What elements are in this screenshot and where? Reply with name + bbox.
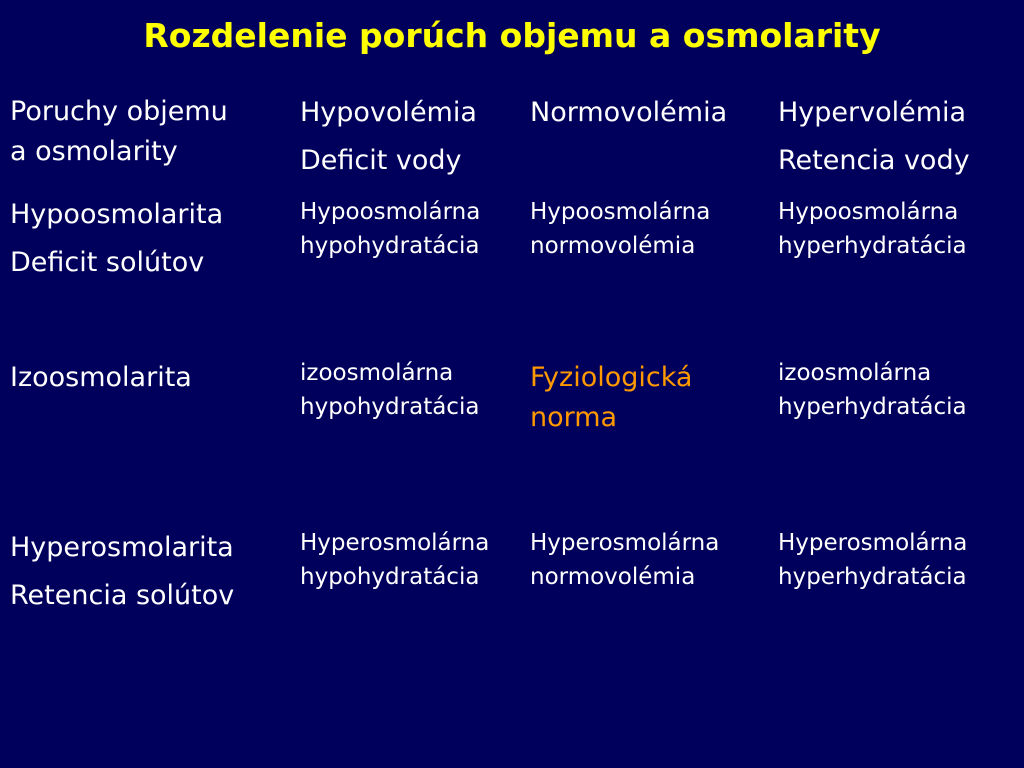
- row-label-line-2: Deficit solútov: [10, 247, 205, 278]
- cell-line-1: Hyperosmolárna: [300, 530, 490, 556]
- column-header-line-1: Hypervolémia: [778, 97, 967, 128]
- cell-line-1: Hypoosmolárna: [530, 199, 711, 225]
- cell-line-2: normovolémia: [530, 233, 696, 259]
- cell-hypo-hypovolemia: [300, 195, 480, 263]
- corner-header-line-2: a osmolarity: [10, 136, 178, 167]
- cell-hyper-hypervolemia: [778, 526, 967, 594]
- column-header-hypervolemia: [778, 89, 970, 185]
- cell-line-2: hyperhydratácia: [778, 394, 967, 420]
- cell-izo-hypervolemia: [778, 356, 967, 424]
- column-header-normovolemia: [530, 89, 727, 137]
- cell-izo-hypovolemia: [300, 356, 479, 424]
- cell-line-1: Hyperosmolárna: [778, 530, 968, 556]
- slide-title: Rozdelenie porúch objemu a osmolarity: [143, 16, 881, 55]
- cell-line-2: normovolémia: [530, 564, 696, 590]
- row-label-hyperosmolarita: [10, 524, 234, 620]
- cell-line-1: Fyziologická: [530, 362, 693, 393]
- cell-line-2: norma: [530, 402, 618, 433]
- cell-line-1: izoosmolárna: [778, 360, 932, 386]
- row-label-line-1: Hyperosmolarita: [10, 532, 234, 563]
- cell-hypo-normovolemia: [530, 195, 710, 263]
- row-label-line-1: Hypoosmolarita: [10, 199, 224, 230]
- row-label-hypoosmolarita: [10, 191, 223, 287]
- cell-line-1: izoosmolárna: [300, 360, 454, 386]
- column-header-line-2: Deficit vody: [300, 145, 462, 176]
- column-header-line-1: Hypovolémia: [300, 97, 477, 128]
- cell-hyper-hypovolemia: [300, 526, 489, 594]
- column-header-hypovolemia: [300, 89, 477, 185]
- cell-line-2: hypohydratácia: [300, 394, 480, 420]
- cell-line-2: hypohydratácia: [300, 233, 480, 259]
- row-label-line-2: Retencia solútov: [10, 580, 235, 611]
- row-label-izoosmolarita: [10, 354, 192, 402]
- cell-line-1: Hypoosmolárna: [300, 199, 481, 225]
- corner-header-line-1: Poruchy objemu: [10, 96, 228, 127]
- column-header-line-1: Normovolémia: [530, 97, 728, 128]
- row-label-line-1: Izoosmolarita: [10, 362, 192, 393]
- cell-izo-normovolemia-physiological-norm: [530, 358, 692, 438]
- column-header-line-2: Retencia vody: [778, 145, 970, 176]
- cell-line-2: hypohydratácia: [300, 564, 480, 590]
- cell-line-2: hyperhydratácia: [778, 233, 967, 259]
- cell-line-1: Hypoosmolárna: [778, 199, 959, 225]
- corner-header: [10, 92, 228, 172]
- cell-hyper-normovolemia: [530, 526, 719, 594]
- cell-line-1: Hyperosmolárna: [530, 530, 720, 556]
- cell-hypo-hypervolemia: [778, 195, 967, 263]
- cell-line-2: hyperhydratácia: [778, 564, 967, 590]
